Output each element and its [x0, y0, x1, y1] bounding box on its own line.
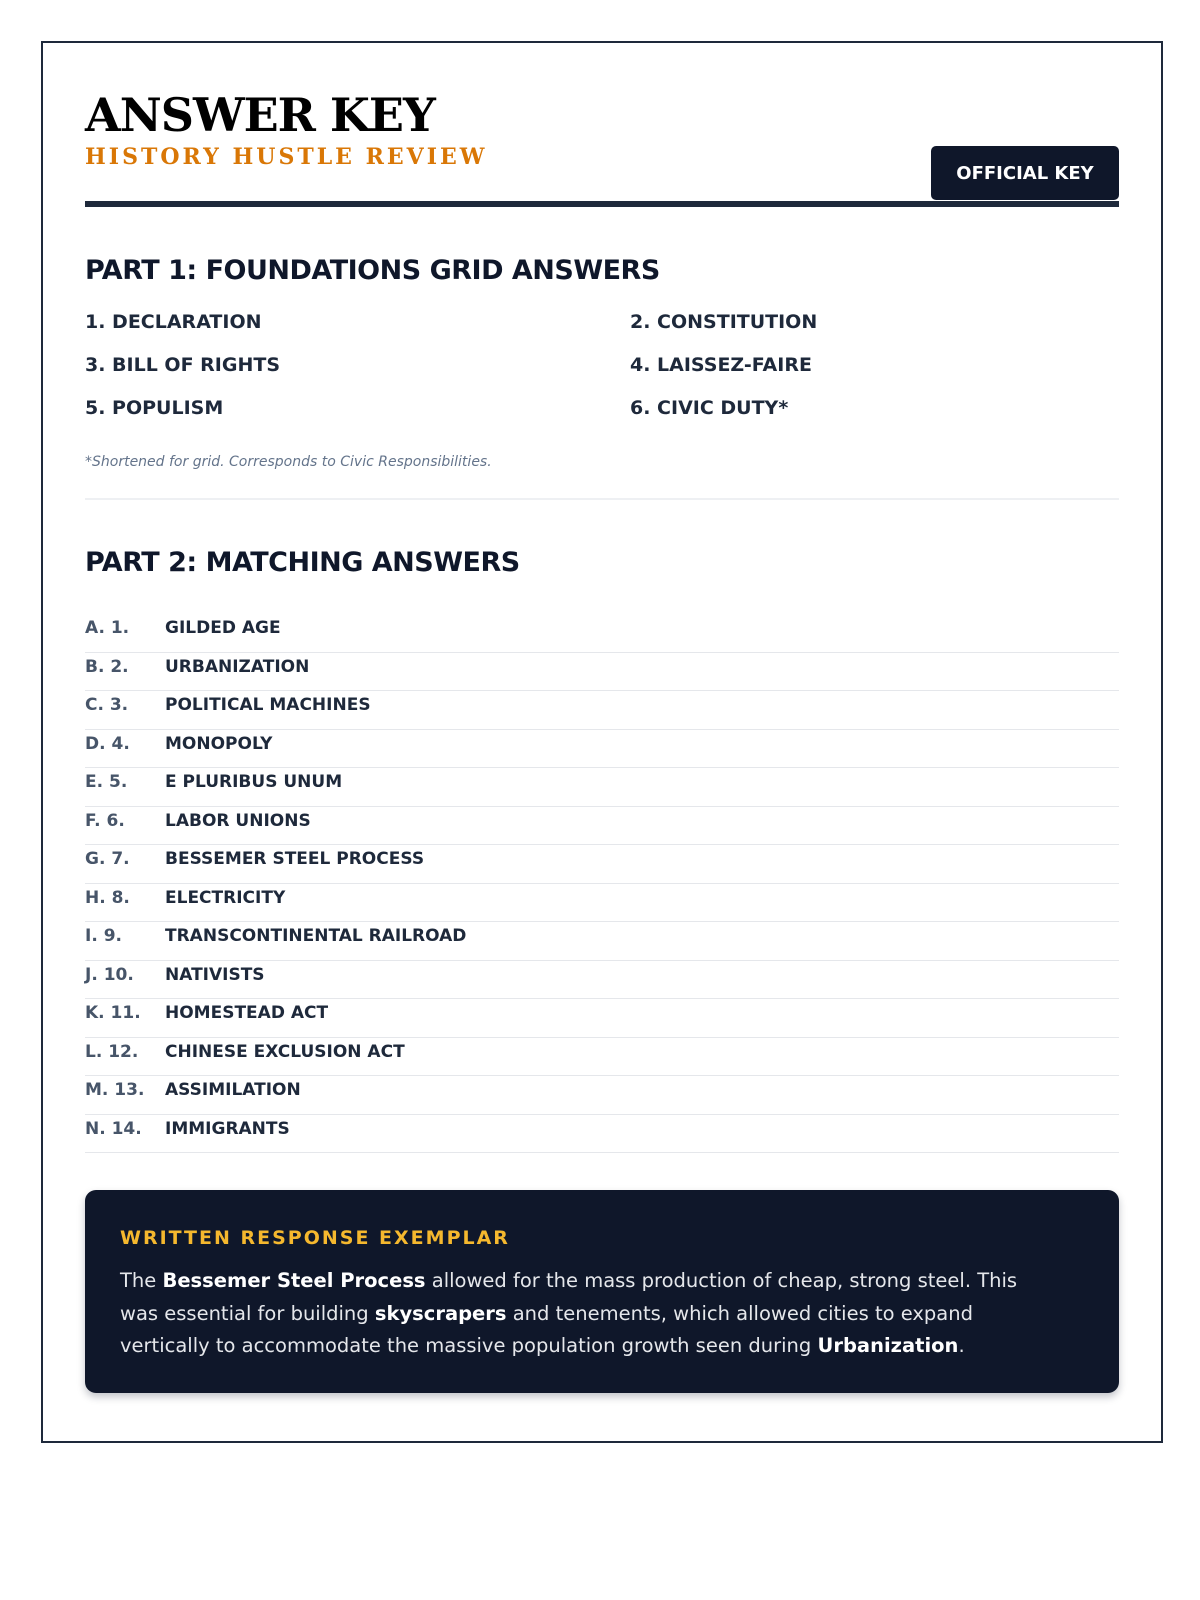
- match-number: J. 10.: [85, 964, 134, 985]
- match-term: MONOPOLY: [165, 733, 273, 754]
- match-number: M. 13.: [85, 1080, 145, 1100]
- match-term: GILDED AGE: [165, 618, 281, 638]
- match-term: IMMIGRANTS: [165, 1118, 290, 1139]
- grid-footnote: *Shortened for grid. Corresponds to Civic Responsibilities.: [85, 454, 492, 470]
- answer-key-sheet: [41, 41, 1163, 1443]
- match-row: [85, 653, 1119, 692]
- match-number: K. 11.: [85, 1003, 141, 1023]
- match-row: [85, 1038, 1119, 1077]
- exemplar-label: WRITTEN RESPONSE EXEMPLAR: [120, 1227, 510, 1249]
- matching-answers-list: [85, 614, 1119, 1153]
- part2-title: PART 2: MATCHING ANSWERS: [85, 547, 520, 578]
- match-term: POLITICAL MACHINES: [165, 695, 371, 715]
- header-divider: [85, 201, 1119, 207]
- match-row: [85, 768, 1119, 807]
- match-term: TRANSCONTINENTAL RAILROAD: [165, 926, 467, 946]
- match-number: A. 1.: [85, 618, 130, 638]
- match-row: [85, 1076, 1119, 1115]
- match-row: [85, 691, 1119, 730]
- grid-answer-5: 5. POPULISM: [85, 397, 224, 419]
- match-term: CHINESE EXCLUSION ACT: [165, 1041, 405, 1062]
- written-response-exemplar: [85, 1190, 1119, 1393]
- page-title: ANSWER KEY: [85, 88, 435, 142]
- match-term: NATIVISTS: [165, 964, 265, 985]
- grid-answer-4: 4. LAISSEZ-FAIRE: [630, 354, 812, 376]
- match-term: URBANIZATION: [165, 656, 310, 677]
- match-term: HOMESTEAD ACT: [165, 1003, 329, 1023]
- match-term: LABOR UNIONS: [165, 810, 311, 831]
- match-term: BESSEMER STEEL PROCESS: [165, 849, 425, 869]
- part1-title: PART 1: FOUNDATIONS GRID ANSWERS: [85, 255, 660, 286]
- section-divider: [85, 498, 1119, 500]
- match-number: I. 9.: [85, 926, 122, 946]
- match-term: ASSIMILATION: [165, 1080, 301, 1100]
- exemplar-term: Urbanization: [817, 1334, 959, 1357]
- match-row: [85, 845, 1119, 884]
- match-row: [85, 884, 1119, 923]
- official-key-badge[interactable]: OFFICIAL KEY: [931, 146, 1119, 200]
- match-number: H. 8.: [85, 887, 130, 908]
- grid-answer-1: 1. DECLARATION: [85, 311, 262, 333]
- match-row: [85, 614, 1119, 653]
- match-number: B. 2.: [85, 656, 129, 677]
- match-number: D. 4.: [85, 733, 130, 754]
- match-term: ELECTRICITY: [165, 887, 286, 908]
- match-number: L. 12.: [85, 1041, 139, 1062]
- match-number: C. 3.: [85, 695, 129, 715]
- match-number: F. 6.: [85, 810, 125, 831]
- grid-answer-6: 6. CIVIC DUTY*: [630, 397, 789, 419]
- match-row: [85, 961, 1119, 1000]
- match-row: [85, 807, 1119, 846]
- exemplar-text: The Bessemer Steel Process allowed for the mass production of cheap, strong steel. This was essential for building skyscrapers and tenements, which allowed cities to expand vertically to accommodate the massive population growth seen during Urbanization.: [120, 1269, 1018, 1357]
- match-number: N. 14.: [85, 1118, 142, 1139]
- match-row: [85, 1115, 1119, 1154]
- match-row: [85, 999, 1119, 1038]
- grid-answer-2: 2. CONSTITUTION: [630, 311, 818, 333]
- match-term: E PLURIBUS UNUM: [165, 772, 343, 792]
- match-row: [85, 922, 1119, 961]
- match-number: E. 5.: [85, 772, 128, 792]
- page-subtitle: HISTORY HUSTLE REVIEW: [85, 144, 488, 170]
- match-row: [85, 730, 1119, 769]
- match-number: G. 7.: [85, 849, 130, 869]
- header: [85, 87, 1119, 207]
- exemplar-term: skyscrapers: [374, 1301, 507, 1325]
- exemplar-term: Bessemer Steel Process: [162, 1269, 426, 1292]
- grid-answer-3: 3. BILL OF RIGHTS: [85, 354, 281, 376]
